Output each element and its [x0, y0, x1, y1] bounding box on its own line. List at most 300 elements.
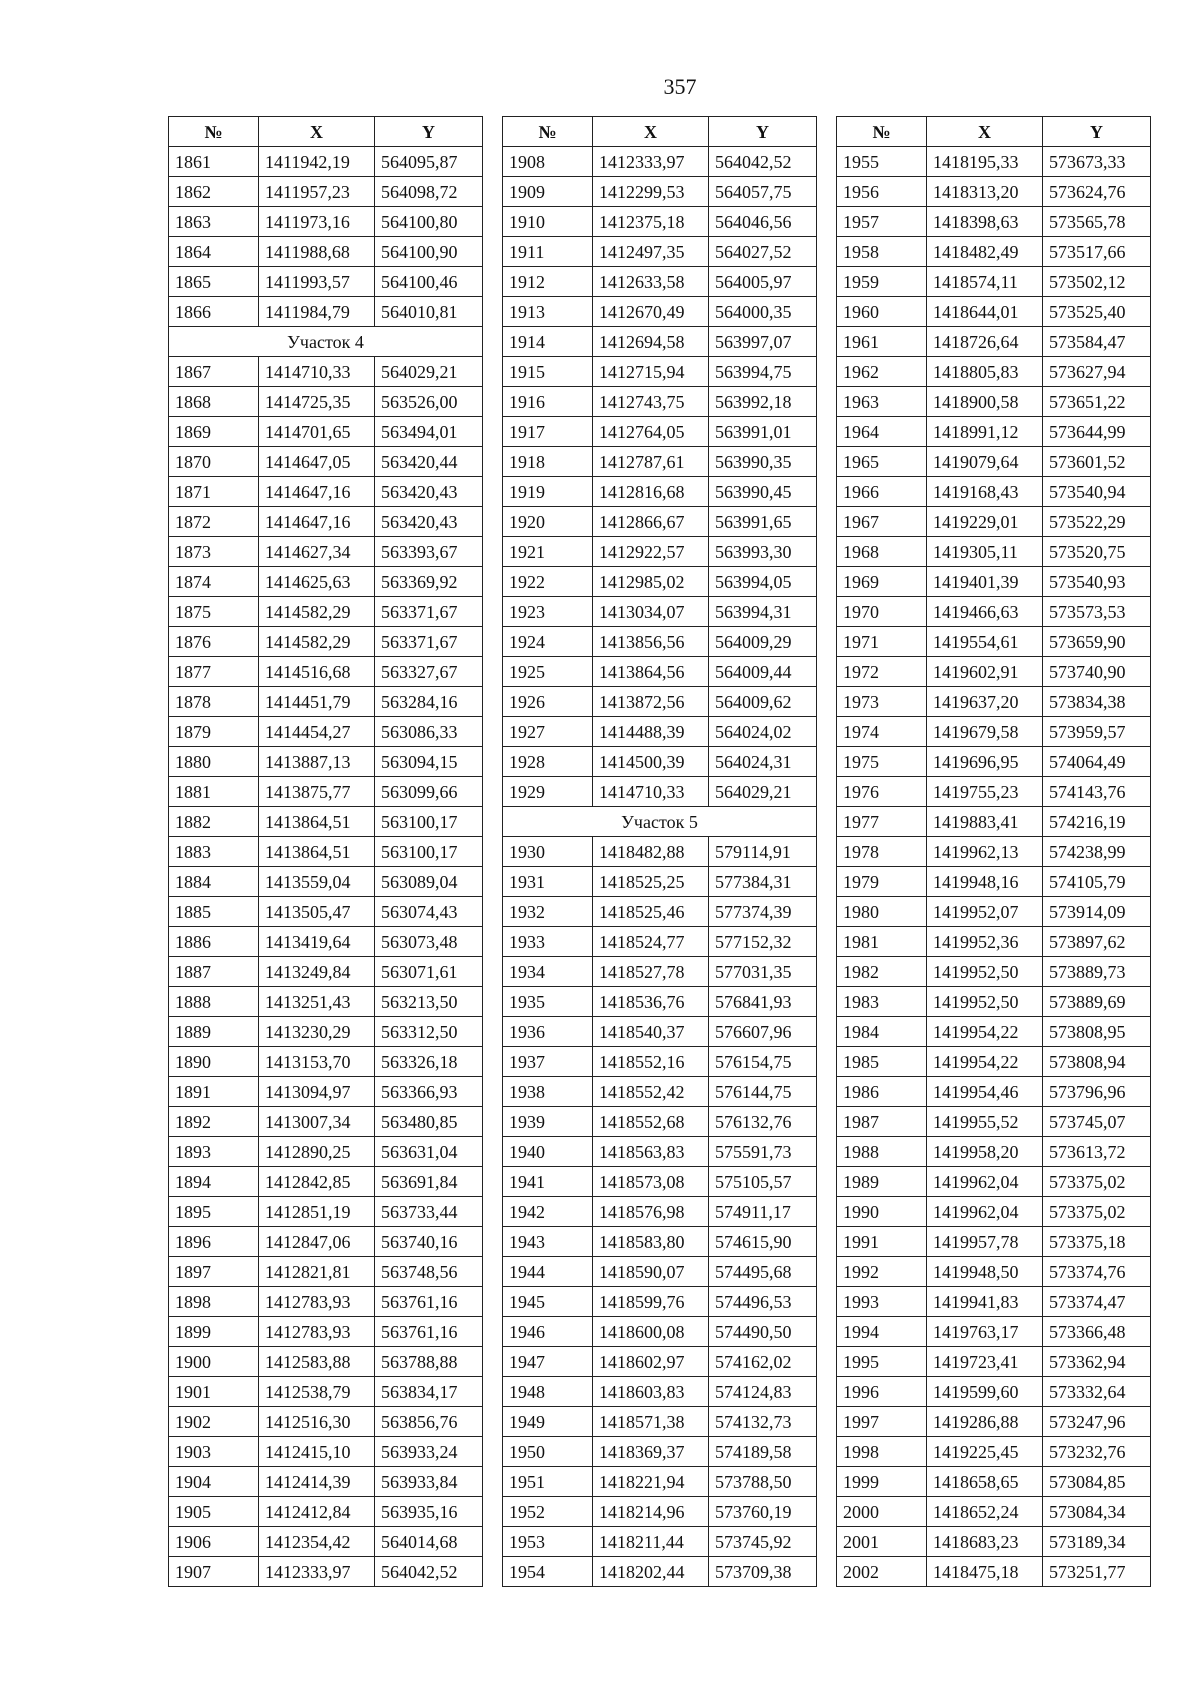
x-coordinate-cell: 1414647,16 [259, 507, 375, 537]
x-coordinate-cell: 1418602,97 [593, 1347, 709, 1377]
table-row [837, 867, 1151, 897]
y-coordinate-cell: 573740,90 [1043, 657, 1151, 687]
table-row [503, 1077, 817, 1107]
x-coordinate-cell: 1418195,33 [927, 147, 1043, 177]
x-coordinate-cell: 1418552,68 [593, 1107, 709, 1137]
table-row [503, 1047, 817, 1077]
x-coordinate-cell: 1418475,18 [927, 1557, 1043, 1587]
table-row [503, 177, 817, 207]
table-row [503, 1167, 817, 1197]
x-coordinate-cell: 1411942,19 [259, 147, 375, 177]
table-row [169, 537, 483, 567]
table-row [837, 567, 1151, 597]
y-coordinate-cell: 563420,43 [375, 477, 483, 507]
y-coordinate-cell: 576132,76 [709, 1107, 817, 1137]
point-number-cell: 1896 [169, 1227, 259, 1257]
y-coordinate-cell: 573659,90 [1043, 627, 1151, 657]
point-number-cell: 2001 [837, 1527, 927, 1557]
point-number-cell: 1911 [503, 237, 593, 267]
y-coordinate-cell: 577374,39 [709, 897, 817, 927]
x-coordinate-cell: 1419225,45 [927, 1437, 1043, 1467]
y-coordinate-cell: 563856,76 [375, 1407, 483, 1437]
point-number-cell: 1950 [503, 1437, 593, 1467]
y-coordinate-cell: 564100,46 [375, 267, 483, 297]
point-number-cell: 1964 [837, 417, 927, 447]
table-row [837, 507, 1151, 537]
table-row [837, 387, 1151, 417]
x-coordinate-cell: 1419962,13 [927, 837, 1043, 867]
x-coordinate-cell: 1419955,52 [927, 1107, 1043, 1137]
x-coordinate-cell: 1419962,04 [927, 1167, 1043, 1197]
table-row [503, 1497, 817, 1527]
point-number-cell: 1999 [837, 1467, 927, 1497]
x-coordinate-cell: 1418214,96 [593, 1497, 709, 1527]
table-row [503, 987, 817, 1017]
point-number-cell: 1917 [503, 417, 593, 447]
x-coordinate-cell: 1412842,85 [259, 1167, 375, 1197]
y-coordinate-cell: 573084,34 [1043, 1497, 1151, 1527]
y-coordinate-cell: 577152,32 [709, 927, 817, 957]
table-body [503, 147, 817, 1587]
table-row [837, 357, 1151, 387]
table-row [837, 237, 1151, 267]
y-coordinate-cell: 563213,50 [375, 987, 483, 1017]
x-coordinate-cell: 1413153,70 [259, 1047, 375, 1077]
table-row [169, 777, 483, 807]
point-number-cell: 1876 [169, 627, 259, 657]
x-coordinate-cell: 1414500,39 [593, 747, 709, 777]
y-coordinate-cell: 573584,47 [1043, 327, 1151, 357]
x-coordinate-cell: 1419948,50 [927, 1257, 1043, 1287]
x-coordinate-cell: 1419168,43 [927, 477, 1043, 507]
table-row [503, 1287, 817, 1317]
table-row [837, 1287, 1151, 1317]
column-header-y: Y [375, 117, 483, 147]
table-row [837, 207, 1151, 237]
table-row [503, 1317, 817, 1347]
y-coordinate-cell: 573601,52 [1043, 447, 1151, 477]
point-number-cell: 1899 [169, 1317, 259, 1347]
table-row [169, 1047, 483, 1077]
point-number-cell: 1878 [169, 687, 259, 717]
point-number-cell: 1913 [503, 297, 593, 327]
point-number-cell: 1959 [837, 267, 927, 297]
point-number-cell: 1870 [169, 447, 259, 477]
table-row [837, 1017, 1151, 1047]
point-number-cell: 1975 [837, 747, 927, 777]
y-coordinate-cell: 579114,91 [709, 837, 817, 867]
table-row [503, 957, 817, 987]
x-coordinate-cell: 1413864,51 [259, 807, 375, 837]
x-coordinate-cell: 1418552,16 [593, 1047, 709, 1077]
y-coordinate-cell: 563990,45 [709, 477, 817, 507]
y-coordinate-cell: 563733,44 [375, 1197, 483, 1227]
table-row [169, 1107, 483, 1137]
table-row [169, 687, 483, 717]
x-coordinate-cell: 1414701,65 [259, 417, 375, 447]
x-coordinate-cell: 1418540,37 [593, 1017, 709, 1047]
y-coordinate-cell: 564042,52 [709, 147, 817, 177]
point-number-cell: 1981 [837, 927, 927, 957]
table-row [503, 1377, 817, 1407]
table-row [169, 1227, 483, 1257]
point-number-cell: 1968 [837, 537, 927, 567]
x-coordinate-cell: 1414710,33 [259, 357, 375, 387]
point-number-cell: 1941 [503, 1167, 593, 1197]
point-number-cell: 1982 [837, 957, 927, 987]
x-coordinate-cell: 1418552,42 [593, 1077, 709, 1107]
y-coordinate-cell: 574132,73 [709, 1407, 817, 1437]
x-coordinate-cell: 1419286,88 [927, 1407, 1043, 1437]
x-coordinate-cell: 1412415,10 [259, 1437, 375, 1467]
x-coordinate-cell: 1418571,38 [593, 1407, 709, 1437]
point-number-cell: 1880 [169, 747, 259, 777]
y-coordinate-cell: 563788,88 [375, 1347, 483, 1377]
x-coordinate-cell: 1412890,25 [259, 1137, 375, 1167]
table-row [169, 657, 483, 687]
point-number-cell: 1996 [837, 1377, 927, 1407]
x-coordinate-cell: 1412851,19 [259, 1197, 375, 1227]
y-coordinate-cell: 564100,80 [375, 207, 483, 237]
y-coordinate-cell: 563990,35 [709, 447, 817, 477]
y-coordinate-cell: 563480,85 [375, 1107, 483, 1137]
point-number-cell: 1905 [169, 1497, 259, 1527]
x-coordinate-cell: 1418313,20 [927, 177, 1043, 207]
x-coordinate-cell: 1411988,68 [259, 237, 375, 267]
y-coordinate-cell: 573366,48 [1043, 1317, 1151, 1347]
x-coordinate-cell: 1418644,01 [927, 297, 1043, 327]
point-number-cell: 1879 [169, 717, 259, 747]
table-row [837, 1347, 1151, 1377]
y-coordinate-cell: 563994,75 [709, 357, 817, 387]
table-row [169, 477, 483, 507]
table-row [503, 327, 817, 357]
y-coordinate-cell: 563100,17 [375, 807, 483, 837]
point-number-cell: 1868 [169, 387, 259, 417]
y-coordinate-cell: 576144,75 [709, 1077, 817, 1107]
point-number-cell: 1976 [837, 777, 927, 807]
point-number-cell: 1898 [169, 1287, 259, 1317]
x-coordinate-cell: 1419883,41 [927, 807, 1043, 837]
point-number-cell: 1923 [503, 597, 593, 627]
table-row [503, 447, 817, 477]
y-coordinate-cell: 573644,99 [1043, 417, 1151, 447]
y-coordinate-cell: 574615,90 [709, 1227, 817, 1257]
y-coordinate-cell: 564014,68 [375, 1527, 483, 1557]
table-row [837, 1497, 1151, 1527]
table-row [503, 147, 817, 177]
x-coordinate-cell: 1412633,58 [593, 267, 709, 297]
x-coordinate-cell: 1419755,23 [927, 777, 1043, 807]
table-row [837, 1467, 1151, 1497]
y-coordinate-cell: 573651,22 [1043, 387, 1151, 417]
table-row [503, 507, 817, 537]
table-row [169, 507, 483, 537]
x-coordinate-cell: 1414451,79 [259, 687, 375, 717]
point-number-cell: 1914 [503, 327, 593, 357]
point-number-cell: 1940 [503, 1137, 593, 1167]
point-number-cell: 1926 [503, 687, 593, 717]
x-coordinate-cell: 1412743,75 [593, 387, 709, 417]
point-number-cell: 1952 [503, 1497, 593, 1527]
x-coordinate-cell: 1412787,61 [593, 447, 709, 477]
y-coordinate-cell: 576154,75 [709, 1047, 817, 1077]
point-number-cell: 1904 [169, 1467, 259, 1497]
y-coordinate-cell: 564024,31 [709, 747, 817, 777]
point-number-cell: 1970 [837, 597, 927, 627]
point-number-cell: 1932 [503, 897, 593, 927]
point-number-cell: 1862 [169, 177, 259, 207]
y-coordinate-cell: 563994,05 [709, 567, 817, 597]
point-number-cell: 1929 [503, 777, 593, 807]
section-row [169, 327, 483, 357]
point-number-cell: 1998 [837, 1437, 927, 1467]
table-row [837, 657, 1151, 687]
y-coordinate-cell: 563991,01 [709, 417, 817, 447]
column-header-y: Y [709, 117, 817, 147]
point-number-cell: 1921 [503, 537, 593, 567]
x-coordinate-cell: 1412583,88 [259, 1347, 375, 1377]
point-number-cell: 1882 [169, 807, 259, 837]
point-number-cell: 1865 [169, 267, 259, 297]
y-coordinate-cell: 573247,96 [1043, 1407, 1151, 1437]
table-row [503, 1557, 817, 1587]
table-row [837, 927, 1151, 957]
point-number-cell: 1895 [169, 1197, 259, 1227]
table-row [837, 807, 1151, 837]
table-row [503, 657, 817, 687]
point-number-cell: 1994 [837, 1317, 927, 1347]
y-coordinate-cell: 577384,31 [709, 867, 817, 897]
y-coordinate-cell: 563393,67 [375, 537, 483, 567]
x-coordinate-cell: 1418599,76 [593, 1287, 709, 1317]
x-coordinate-cell: 1418525,46 [593, 897, 709, 927]
point-number-cell: 1889 [169, 1017, 259, 1047]
point-number-cell: 1875 [169, 597, 259, 627]
table-row [169, 1437, 483, 1467]
table-row [503, 1257, 817, 1287]
x-coordinate-cell: 1419554,61 [927, 627, 1043, 657]
point-number-cell: 1864 [169, 237, 259, 267]
x-coordinate-cell: 1412516,30 [259, 1407, 375, 1437]
point-number-cell: 1927 [503, 717, 593, 747]
y-coordinate-cell: 573760,19 [709, 1497, 817, 1527]
table-row [169, 357, 483, 387]
section-row [503, 807, 817, 837]
table-row [169, 987, 483, 1017]
table-row [169, 1407, 483, 1437]
y-coordinate-cell: 574064,49 [1043, 747, 1151, 777]
y-coordinate-cell: 573517,66 [1043, 237, 1151, 267]
point-number-cell: 1965 [837, 447, 927, 477]
x-coordinate-cell: 1418398,63 [927, 207, 1043, 237]
y-coordinate-cell: 573189,34 [1043, 1527, 1151, 1557]
table-row [169, 417, 483, 447]
point-number-cell: 1969 [837, 567, 927, 597]
point-number-cell: 1980 [837, 897, 927, 927]
x-coordinate-cell: 1419948,16 [927, 867, 1043, 897]
y-coordinate-cell: 574143,76 [1043, 777, 1151, 807]
point-number-cell: 1890 [169, 1047, 259, 1077]
y-coordinate-cell: 564009,62 [709, 687, 817, 717]
table-row [837, 327, 1151, 357]
table-row [837, 1107, 1151, 1137]
table-body [169, 147, 483, 1587]
point-number-cell: 1942 [503, 1197, 593, 1227]
table-row [837, 1227, 1151, 1257]
coordinates-table [502, 116, 817, 1587]
table-row [503, 627, 817, 657]
point-number-cell: 1960 [837, 297, 927, 327]
point-number-cell: 1894 [169, 1167, 259, 1197]
y-coordinate-cell: 563074,43 [375, 897, 483, 927]
x-coordinate-cell: 1412847,06 [259, 1227, 375, 1257]
point-number-cell: 1954 [503, 1557, 593, 1587]
y-coordinate-cell: 573897,62 [1043, 927, 1151, 957]
table-row [169, 897, 483, 927]
table-row [837, 627, 1151, 657]
table-row [837, 147, 1151, 177]
x-coordinate-cell: 1412670,49 [593, 297, 709, 327]
y-coordinate-cell: 573573,53 [1043, 597, 1151, 627]
y-coordinate-cell: 563371,67 [375, 627, 483, 657]
point-number-cell: 1962 [837, 357, 927, 387]
x-coordinate-cell: 1418576,98 [593, 1197, 709, 1227]
x-coordinate-cell: 1411957,23 [259, 177, 375, 207]
y-coordinate-cell: 564027,52 [709, 237, 817, 267]
y-coordinate-cell: 563834,17 [375, 1377, 483, 1407]
point-number-cell: 1939 [503, 1107, 593, 1137]
header-row [169, 117, 483, 147]
point-number-cell: 1908 [503, 147, 593, 177]
y-coordinate-cell: 573540,93 [1043, 567, 1151, 597]
y-coordinate-cell: 573084,85 [1043, 1467, 1151, 1497]
table-row [503, 777, 817, 807]
point-number-cell: 1944 [503, 1257, 593, 1287]
y-coordinate-cell: 573808,94 [1043, 1047, 1151, 1077]
point-number-cell: 1863 [169, 207, 259, 237]
header-row [837, 117, 1151, 147]
point-number-cell: 1886 [169, 927, 259, 957]
point-number-cell: 1983 [837, 987, 927, 1017]
x-coordinate-cell: 1418600,08 [593, 1317, 709, 1347]
table-row [503, 1017, 817, 1047]
y-coordinate-cell: 574911,17 [709, 1197, 817, 1227]
y-coordinate-cell: 573375,18 [1043, 1227, 1151, 1257]
x-coordinate-cell: 1413007,34 [259, 1107, 375, 1137]
table-row [503, 1197, 817, 1227]
x-coordinate-cell: 1418524,77 [593, 927, 709, 957]
x-coordinate-cell: 1414725,35 [259, 387, 375, 417]
y-coordinate-cell: 573375,02 [1043, 1167, 1151, 1197]
y-coordinate-cell: 563094,15 [375, 747, 483, 777]
point-number-cell: 1884 [169, 867, 259, 897]
table-row [837, 837, 1151, 867]
x-coordinate-cell: 1412922,57 [593, 537, 709, 567]
x-coordinate-cell: 1418482,49 [927, 237, 1043, 267]
table-row [169, 1257, 483, 1287]
x-coordinate-cell: 1419952,50 [927, 957, 1043, 987]
table-row [503, 927, 817, 957]
point-number-cell: 1995 [837, 1347, 927, 1377]
y-coordinate-cell: 564009,29 [709, 627, 817, 657]
x-coordinate-cell: 1419941,83 [927, 1287, 1043, 1317]
y-coordinate-cell: 563371,67 [375, 597, 483, 627]
y-coordinate-cell: 563327,67 [375, 657, 483, 687]
x-coordinate-cell: 1418482,88 [593, 837, 709, 867]
y-coordinate-cell: 573525,40 [1043, 297, 1151, 327]
table-row [169, 147, 483, 177]
table-body [837, 147, 1151, 1587]
x-coordinate-cell: 1413559,04 [259, 867, 375, 897]
point-number-cell: 1916 [503, 387, 593, 417]
table-row [837, 987, 1151, 1017]
y-coordinate-cell: 573673,33 [1043, 147, 1151, 177]
table-row [503, 417, 817, 447]
y-coordinate-cell: 573788,50 [709, 1467, 817, 1497]
x-coordinate-cell: 1418805,83 [927, 357, 1043, 387]
y-coordinate-cell: 563691,84 [375, 1167, 483, 1197]
y-coordinate-cell: 574105,79 [1043, 867, 1151, 897]
y-coordinate-cell: 573374,76 [1043, 1257, 1151, 1287]
x-coordinate-cell: 1418563,83 [593, 1137, 709, 1167]
table-row [169, 597, 483, 627]
table-row [503, 1137, 817, 1167]
x-coordinate-cell: 1412333,97 [259, 1557, 375, 1587]
point-number-cell: 1902 [169, 1407, 259, 1437]
table-row [169, 1317, 483, 1347]
table-row [169, 1017, 483, 1047]
point-number-cell: 1907 [169, 1557, 259, 1587]
table-row [169, 1167, 483, 1197]
x-coordinate-cell: 1412333,97 [593, 147, 709, 177]
table-row [503, 477, 817, 507]
table-row [169, 807, 483, 837]
x-coordinate-cell: 1419958,20 [927, 1137, 1043, 1167]
table-row [503, 687, 817, 717]
y-coordinate-cell: 563997,07 [709, 327, 817, 357]
x-coordinate-cell: 1418536,76 [593, 987, 709, 1017]
x-coordinate-cell: 1418574,11 [927, 267, 1043, 297]
y-coordinate-cell: 573565,78 [1043, 207, 1151, 237]
point-number-cell: 1990 [837, 1197, 927, 1227]
x-coordinate-cell: 1418221,94 [593, 1467, 709, 1497]
table-row [503, 897, 817, 927]
y-coordinate-cell: 573796,96 [1043, 1077, 1151, 1107]
table-row [503, 747, 817, 777]
point-number-cell: 1910 [503, 207, 593, 237]
y-coordinate-cell: 573332,64 [1043, 1377, 1151, 1407]
x-coordinate-cell: 1414516,68 [259, 657, 375, 687]
x-coordinate-cell: 1413856,56 [593, 627, 709, 657]
y-coordinate-cell: 563494,01 [375, 417, 483, 447]
x-coordinate-cell: 1413887,13 [259, 747, 375, 777]
column-header-number: № [503, 117, 593, 147]
table-row [837, 177, 1151, 207]
point-number-cell: 1920 [503, 507, 593, 537]
y-coordinate-cell: 574162,02 [709, 1347, 817, 1377]
point-number-cell: 1885 [169, 897, 259, 927]
x-coordinate-cell: 1418658,65 [927, 1467, 1043, 1497]
x-coordinate-cell: 1419401,39 [927, 567, 1043, 597]
x-coordinate-cell: 1412354,42 [259, 1527, 375, 1557]
y-coordinate-cell: 574490,50 [709, 1317, 817, 1347]
y-coordinate-cell: 563748,56 [375, 1257, 483, 1287]
point-number-cell: 1874 [169, 567, 259, 597]
y-coordinate-cell: 564098,72 [375, 177, 483, 207]
y-coordinate-cell: 563420,43 [375, 507, 483, 537]
y-coordinate-cell: 563284,16 [375, 687, 483, 717]
